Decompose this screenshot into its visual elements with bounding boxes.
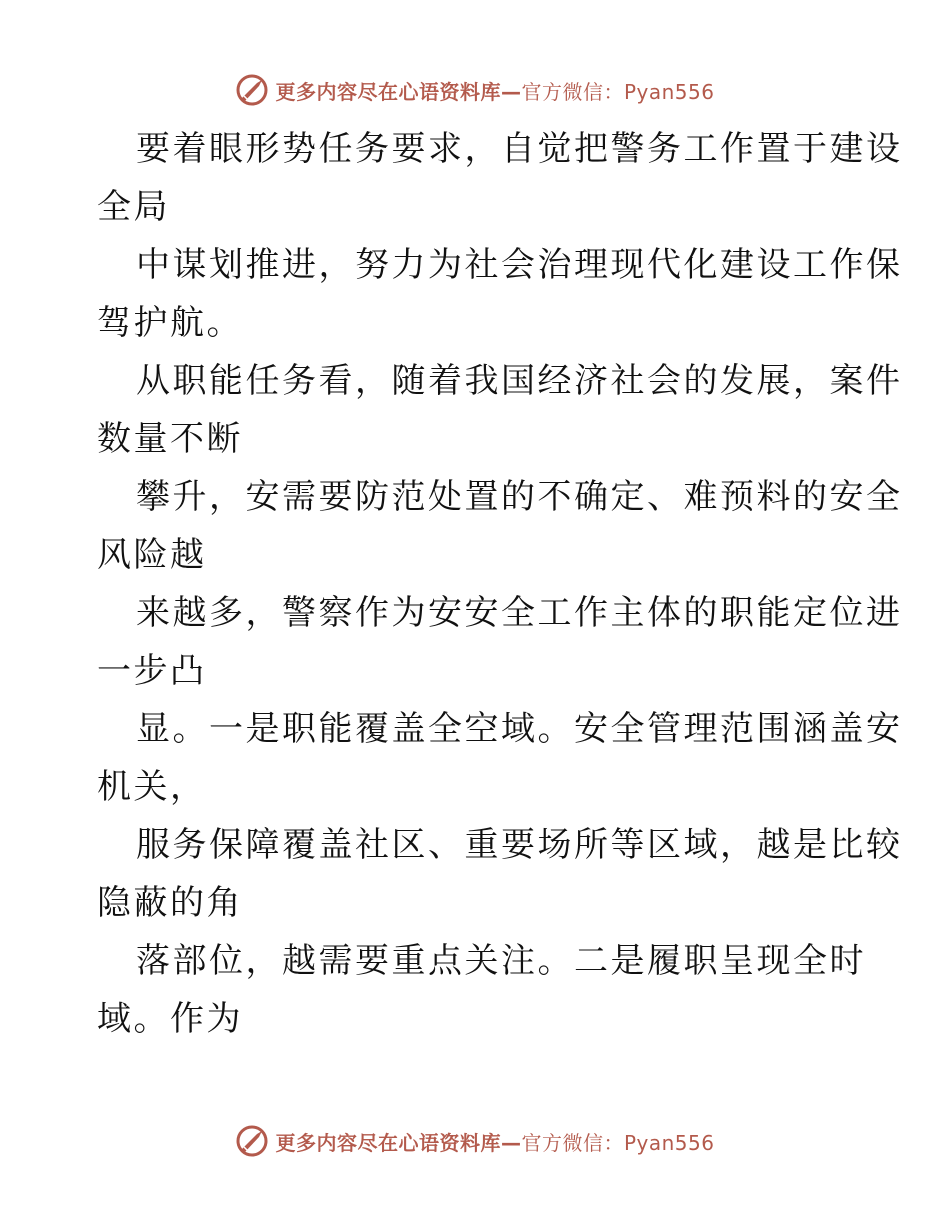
document-line: 来越多，警察作为安安全工作主体的职能定位进 (136, 593, 903, 633)
document-line: 要着眼形势任务要求，自觉把警务工作置于建设 (136, 129, 903, 169)
header-banner (0, 70, 950, 110)
document-line: 数量不断 (97, 419, 243, 459)
document-line: 隐蔽的角 (97, 883, 243, 923)
document-line: 服务保障覆盖社区、重要场所等区域，越是比较 (136, 825, 903, 865)
document-body (97, 120, 903, 1048)
document-line: 域。作为 (97, 999, 243, 1039)
document-line: 显。一是职能覆盖全空域。安全管理范围涵盖安 (136, 709, 903, 749)
footer-banner (0, 1121, 950, 1161)
document-line: 全局 (97, 187, 170, 227)
footer-banner-text: 更多内容尽在心语资料库—官方微信：Pyan556 (275, 1130, 715, 1155)
header-banner-text: 更多内容尽在心语资料库—官方微信：Pyan556 (275, 79, 715, 104)
document-line: 机关， (97, 767, 207, 807)
document-line: 一步凸 (97, 651, 207, 691)
document-line: 从职能任务看，随着我国经济社会的发展，案件 (136, 361, 903, 401)
document-line: 中谋划推进，努力为社会治理现代化建设工作保 (136, 245, 903, 285)
document-line: 风险越 (97, 535, 207, 575)
document-line: 攀升，安需要防范处置的不确定、难预料的安全 (136, 477, 903, 517)
document-line: 落部位，越需要重点关注。二是履职呈现全时 (136, 941, 866, 981)
quill-pen-logo-icon (235, 1124, 269, 1158)
quill-pen-logo-icon (235, 73, 269, 107)
document-line: 驾护航。 (97, 303, 243, 343)
